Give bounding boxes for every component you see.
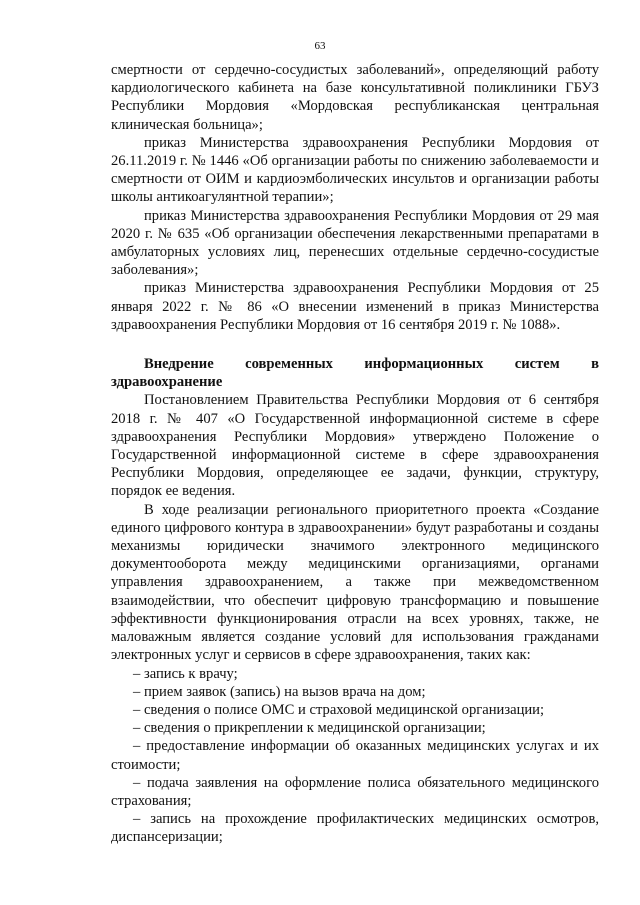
list-item: – запись на прохождение профилактических медицинских осмотров, диспансеризации; [111, 811, 599, 846]
paragraph-resolution-407: Постановлением Правительства Республики Мордовия от 6 сентября 2018 г. № 407 «О Государственной информационной системе в сфере здравоохранения Республики Мордовия» утверждено Положение о Государственной информационной системе в сфере здравоохранения Республики Мордовия, определяющее ее задачи, функции, структуру, порядок ее ведения. [111, 392, 599, 500]
page-number: 63 [314, 40, 326, 52]
list-item: – предоставление информации об оказанных медицинских услугах и их стоимости; [111, 738, 599, 773]
list-item: – прием заявок (запись) на вызов врача на дом; [133, 683, 426, 700]
paragraph-order-86: приказ Министерства здравоохранения Республики Мордовия от 25 января 2022 г. № 86 «О внесении изменений в приказ Министерства здравоохранения Республики Мордовия от 16 сентября 2019 г. № 1088». [111, 280, 599, 333]
section-heading: Внедрение современных информационных систем в здравоохранение [111, 356, 599, 391]
paragraph-order-635: приказ Министерства здравоохранения Республики Мордовия от 29 мая 2020 г. № 635 «Об организации обеспечения лекарственными препаратами в амбулаторных условиях лиц, перенесших отдельные сердечно-сосудистые заболевания»; [111, 207, 599, 279]
list-item: – запись к врачу; [133, 665, 238, 682]
list-item: – сведения о прикреплении к медицинской организации; [133, 720, 486, 737]
list-item: – сведения о полисе ОМС и страховой медицинской организации; [133, 701, 545, 718]
paragraph-digital-contour: В ходе реализации регионального приоритетного проекта «Создание единого цифрового контура в здравоохранении» будут разработаны и созданы механизмы юридически значимого электронного медицинского документооборота между медицинскими организациями, органами управления здравоохранением, а также при межведомственном взаимодействии, что обеспечит цифровую трансформацию и повышение эффективности функционирования отрасли на всех уровнях, также, не маловажным является создание условий для использования гражданами электронных услуг и сервисов в сфере здравоохранения, таких как: [111, 501, 599, 664]
paragraph-continuation: смертности от сердечно-сосудистых заболеваний», определяющий работу кардиологического кабинета на базе консультативной поликлиники ГБУЗ Республики Мордовия «Мордовская республиканская центральная клиническая больница»; [111, 62, 599, 133]
list-item: – подача заявления на оформление полиса обязательного медицинского страхования; [111, 774, 599, 809]
paragraph-order-1446: приказ Министерства здравоохранения Республики Мордовия от 26.11.2019 г. № 1446 «Об организации работы по снижению заболеваемости и смертности от ОИМ и кардиоэмболических инсультов и организации работы школы антикоагулянтной терапии»; [111, 134, 599, 206]
page-content [111, 61, 599, 847]
